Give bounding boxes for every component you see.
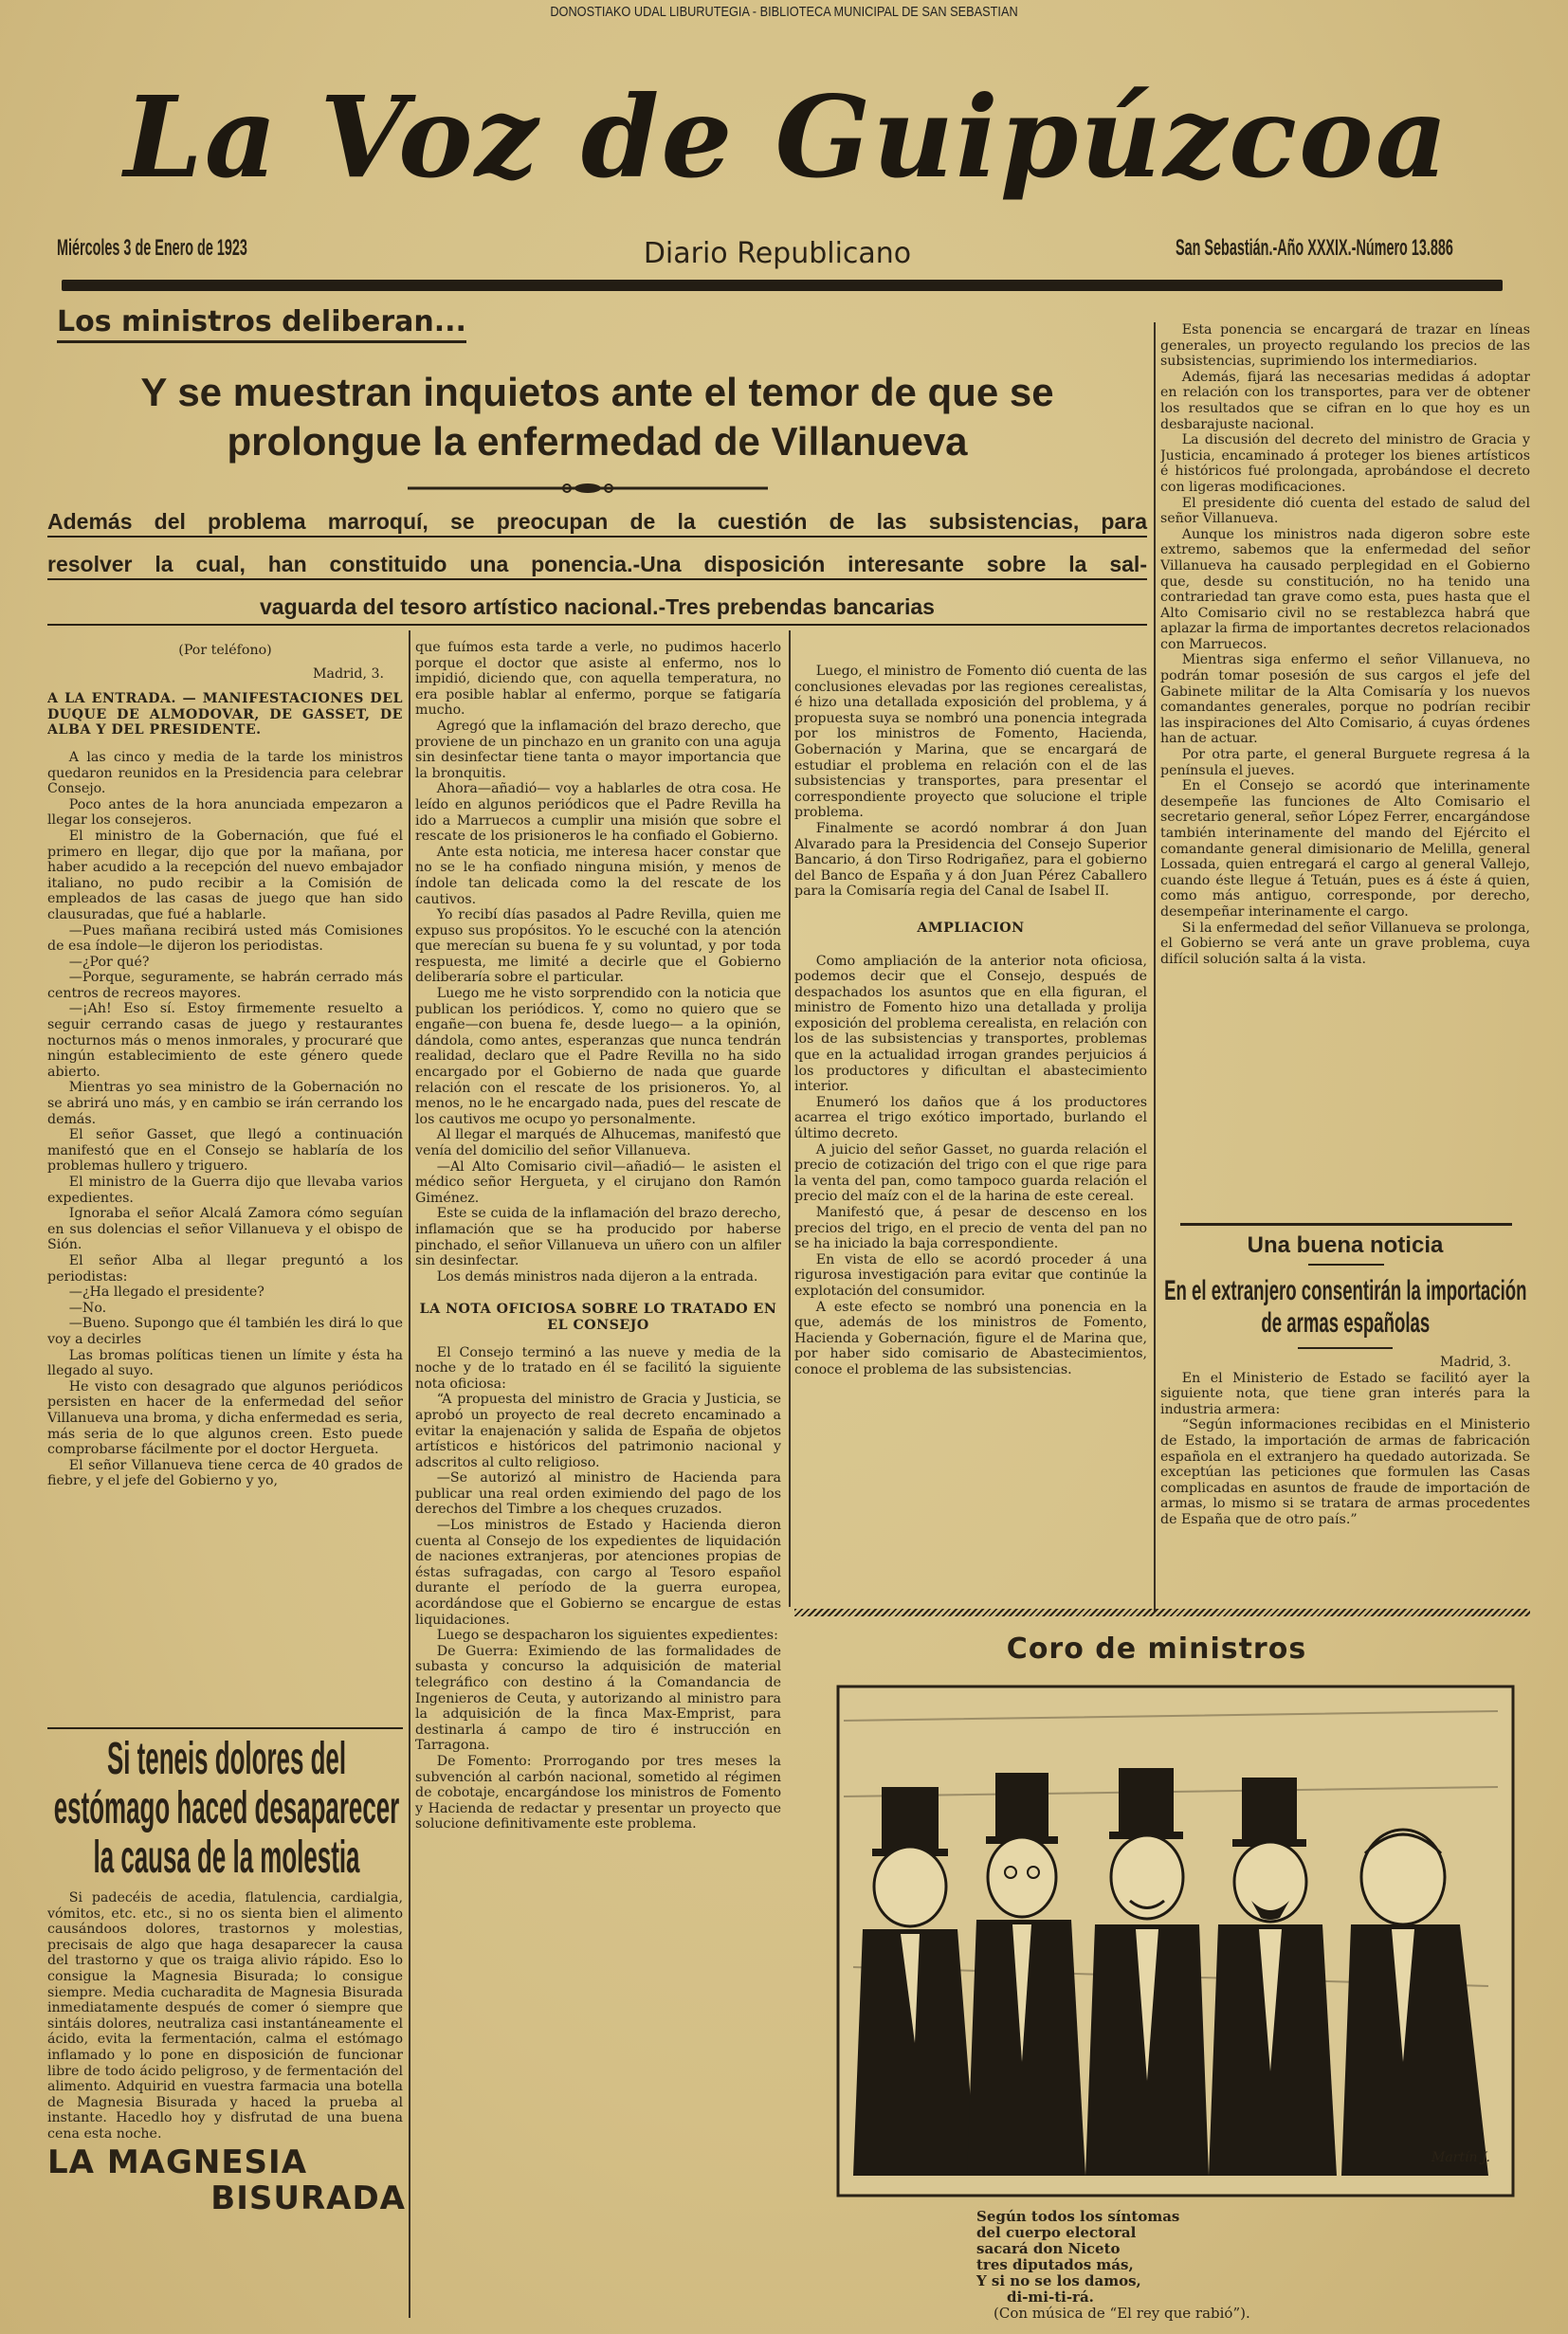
paragraph: Agregó que la inflamación del brazo derecho, que proviene de un pinchazo en un granito con una aguja sin desinfectar tiene tanta o mayor importancia que la bronquitis. [415, 718, 781, 781]
arms-kicker: Una buena noticia [1247, 1232, 1444, 1258]
paragraph: Mientras siga enfermo el señor Villanueva, no podrán tomar posesión de sus cargos el jefe del Gabinete militar de la Alta Comisaría y los nuevos comandantes generales, porque no podrían recibir las inspiraciones del Alto Comisario, á cuyas órdenes han de actuar. [1160, 652, 1530, 747]
cartoon-title: Coro de ministros [1006, 1632, 1307, 1666]
paragraph: En el Ministerio de Estado se facilitó ayer la siguiente nota, que tiene gran interés para la industria armera: [1160, 1370, 1530, 1417]
paragraph: que fuímos esta tarde a verle, no pudimos hacerlo porque el doctor que asiste al enfermo, nos lo impidió, diciendo que, con aquella temperatura, no era posible hablar al enfermo, porque se fatigaría mucho. [415, 640, 781, 719]
section-heading: A LA ENTRADA. — MANIFESTACIONES DEL DUQUE DE ALMODOVAR, DE GASSET, DE ALBA Y DEL PRESIDENTE. [47, 691, 403, 738]
paragraph: Finalmente se acordó nombrar á don Juan Alvarado para la Presidencia del Consejo Superior Bancario, á don Tirso Rodrigañez, para el gobierno del Banco de España y á don Juan Pérez Caballero para la Comisaría regia del Canal de Isabel II. [794, 820, 1147, 900]
paragraph: —Porque, seguramente, se habrán cerrado más centros de recreos mayores. [47, 970, 403, 1001]
paragraph: Poco antes de la hora anunciada empezaron a llegar los consejeros. [47, 796, 403, 829]
paragraph: “Según informaciones recibidas en el Ministerio de Estado, la importación de armas de fabricación española en el extranjero ha quedado autorizada. Se exceptúan las peticiones que formulen las Casas complicadas en asuntos de fraude de importación de armas, lo mismo si se tratara de armas procedentes de España que de otro país.” [1160, 1417, 1530, 1527]
paragraph: Luego se despacharon los siguientes expedientes: [436, 1628, 778, 1644]
paragraph: De Guerra: Eximiendo de las formalidades de subasta y concurso la adquisición de material telegráfico con destino á la Comandancia de Ingenieros de Ceuta, y autorizando al ministro para la adquisición de la finca Max-Emprist, para destinarla á campo de tiro é instrucción en Tarragona. [415, 1643, 781, 1754]
paragraph: Si la enfermedad del señor Villanueva se prolonga, el Gobierno se verá ante un grave problema, cuya difícil solución salta á la vista. [1160, 920, 1530, 967]
column-rule [1154, 322, 1156, 1612]
paragraph: A este efecto se nombró una ponencia en la que, además de los ministros de Fomento, Hacienda y Gobernación, figure el de Marina que, por haber sido comisario de Abastecimientos, conoce el problema de las subsistencias. [794, 1299, 1147, 1377]
ad-brand-line-1: LA MAGNESIA [47, 2143, 308, 2181]
paragraph: He visto con desagrado que algunos periódicos persisten en hacer de la enfermedad del señor Villanueva una broma, y dicha enfermedad es seria, más seria de lo que algunos creen. Esto puede comprobarse fácilmente por el doctor Hergueta. [47, 1378, 403, 1458]
paragraph: Luego, el ministro de Fomento dió cuenta de las conclusiones elevadas por las regiones cerealistas, é hizo una detallada exposición del problema, y á propuesta suya se nombró una ponencia integrada por los ministros de Fomento, Hacienda, Gobernación y Marina, que se encargará de estudiar el problema en relación con el de las subsistencias y transportes, para presentar el correspondiente proyecto que solucione el triple problema. [794, 664, 1147, 821]
paragraph: De Fomento: Prorrogando por tres meses la subvención al carbón nacional, sometido al régimen de cobotaje, encargándose los ministros de Fomento y Hacienda de redactar y presentar un proyecto que solucione definitivamente este problema. [415, 1753, 781, 1833]
issue-number: San Sebastián.-Año XXXIX.-Número 13.886 [1176, 235, 1453, 261]
subhead-line-1: Además del problema marroquí, se preocupan de la cuestión de las subsistencias, para [47, 507, 1147, 538]
ad-brand-line-2: BISURADA [210, 2179, 406, 2217]
paragraph: Esta ponencia se encargará de trazar en líneas generales, un proyecto regulando los precios de las subsistencias, suprimiendo los intermediarios. [1160, 322, 1530, 370]
paragraph-list [415, 1345, 781, 1833]
paragraph-list [1160, 322, 1530, 967]
paragraph: “A propuesta del ministro de Gracia y Justicia, se aprobó un proyecto de real decreto encaminado a evitar la enajenación y salida de España de objetos artísticos e históricos del patrimonio nacional y adscritos al culto religioso. [415, 1392, 781, 1470]
paragraph: Aunque los ministros nada digeron sobre este extremo, sabemos que la enfermedad del señor Villanueva ha causado perplegidad en el Gobierno que, desde su constitución, no ha tenido una contrariedad tan grave como esta, pues hasta que el Alto Comisario civil no se restablezca habrá que aplazar la firma de importantes decretos relacionados con Marruecos. [1160, 526, 1530, 652]
section-heading: AMPLIACION [917, 920, 1025, 936]
ad-body: Si padecéis de acedia, flatulencia, cardialgia, vómitos, etc. etc., si no os sienta bien el alimento causándoos dolores, trastornos y molestias, precisais de algo que haga desaparecer la causa del trastorno y que os traiga alivio rápido. Eso lo consigue la Magnesia Bisurada; lo consigue siempre. Media cucharadita de Magnesia Bisurada inmediatamente después de comer ó siempre que sintáis dolores, neutraliza casi instantáneamente el ácido, evita la fermentación, calma el estómago inflamado y lo pone en disposición de funcionar libre de todo ácido peligroso, y de fermentación del alimento. Adquirid en vuestra farmacia una botella de Magnesia Bisurada y haced la prueba al instante. Hacedlo hoy y disfrutad de una buena cena esta noche. [47, 1890, 403, 2142]
paragraph: Al llegar el marqués de Alhucemas, manifestó que venía del domicilio del señor Villanueva. [415, 1127, 781, 1158]
paragraph: —Los ministros de Estado y Hacienda dieron cuenta al Consejo de los expedientes de liquidación de naciones extranjeras, por atenciones propias de éstas sufragadas, con cargo al Tesoro español durante el período de la guerra europea, acordándose que el Gobierno se encargue de estas liquidaciones. [415, 1518, 781, 1628]
paragraph: Por otra parte, el general Burguete regresa á la península el jueves. [1160, 747, 1530, 778]
paragraph: El señor Villanueva tiene cerca de 40 grados de fiebre, y el jefe del Gobierno y yo, [47, 1457, 403, 1489]
wavy-divider [794, 1609, 1530, 1616]
ornament-divider [408, 482, 768, 495]
dateline: Madrid, 3. [312, 666, 384, 682]
arms-article [1160, 1275, 1530, 1528]
paragraph: Ahora—añadió— voy a hablarles de otra cosa. He leído en algunos periódicos que el Padre Revilla ha ido a Marruecos a cumplir una misión que sobre el rescate de los prisioneros le ha confiado el Gobierno. [415, 781, 781, 845]
paragraph: —Pues mañana recibirá usted más Comisiones de esa índole—le dijeron los periodistas. [47, 922, 403, 955]
advertisement [47, 1735, 406, 2216]
ad-headline: Si teneis dolores del estómago haced desaparecer la causa de la molestia [53, 1734, 400, 1883]
headline-rule [1298, 1347, 1393, 1349]
paragraph: Manifestó que, á pesar de descenso en los precios del trigo, en el precio de venta del pan no se ha iniciado la baja correspondiente. [794, 1205, 1147, 1252]
article-divider [1180, 1223, 1512, 1226]
paragraph: El ministro de la Gobernación, que fué el primero en llegar, dijo que por la mañana, por haber acudido a la recepción del nuevo embajador italiano, no pudo recibir a la Comisión de empleados de las casas de juego que han sido clausuradas, que fué a hablarle. [47, 828, 403, 922]
paragraph: A juicio del señor Gasset, no guarda relación el precio de cotización del trigo con el que rige para la venta del pan, como tampoco guarda relación el precio del maíz con el de la harina de este cereal. [794, 1141, 1147, 1205]
paragraph: Luego me he visto sorprendido con la noticia que publican los periódicos. Y, como no quiero que se engañe—con buena fe, desde luego— a la opinión, dándola, como antes, esperanzas que nunca tendrán realidad, declaro que el Padre Revilla no ha sido encargado por el Gobierno de nada que guarde relación con el rescate de los prisioneros. Yo, al menos, no le he encargado nada, pues del rescate de los cautivos me ocupo yo personalmente. [415, 986, 781, 1127]
ad-rule [47, 1727, 403, 1729]
paragraph: —¿Por qué? [68, 954, 150, 970]
source-note: (Por teléfono) [178, 643, 272, 658]
section-heading: LA NOTA OFICIOSA SOBRE LO TRATADO EN EL CONSEJO [419, 1302, 777, 1333]
paragraph-list [47, 750, 403, 1489]
issue-date: Miércoles 3 de Enero de 1923 [57, 235, 247, 261]
cartoon-verse [976, 2209, 1250, 2322]
newspaper-motto: Diario Republicano [643, 237, 912, 270]
paragraph: El Consejo terminó a las nueve y media de la noche y de lo tratado en él se facilitó la siguiente nota oficiosa: [415, 1344, 781, 1392]
verse-line: sacará don Niceto [976, 2240, 1121, 2257]
paragraph: —Al Alto Comisario civil—añadió— le asisten el médico señor Hergueta, y el cirujano don Ramón Giménez. [415, 1158, 781, 1206]
paragraph: El señor Gasset, que llegó a continuación manifestó que en el Consejo se hablaría de los problemas hullero y triguero. [47, 1127, 403, 1175]
paragraph-list [794, 664, 1147, 900]
paragraph: Este se cuida de la inflamación del brazo derecho, inflamación que se ha producido por haberse pinchado, el señor Villanueva un uñero con un alfiler sin desinfectar. [415, 1206, 781, 1269]
newspaper-title: La Voz de Guipúzcoa [123, 71, 1450, 203]
paragraph: En el Consejo se acordó que interinamente desempeñe las funciones de Alto Comisario el secretario general, señor López Ferrer, encargándose también interinamente del mando del Ejército el comandante general dimisionario de Melilla, general Lossada, quien entregará el cargo al general Vallejo, cuando éste llegue á Tetuán, pues es á éste á quien, como más antiguo, corresponde, por derecho, desempeñar interinamente el cargo. [1160, 778, 1530, 920]
dateline: Madrid, 3. [1439, 1355, 1511, 1370]
archive-watermark: DONOSTIAKO UDAL LIBURUTEGIA - BIBLIOTECA MUNICIPAL DE SAN SEBASTIAN [550, 4, 1018, 20]
paragraph: La discusión del decreto del ministro de Gracia y Justicia, encaminado á proteger los bienes artísticos é históricos fué prolongada, aprobándose el decreto con ligeras modificaciones. [1160, 432, 1530, 495]
paragraph: Enumeró los daños que á los productores acarrea el trigo exótico importado, burlando el último decreto. [794, 1094, 1147, 1142]
subhead-line-2: resolver la cual, han constituido una ponencia.-Una disposición interesante sobre la sal- [47, 550, 1147, 580]
main-kicker: Los ministros deliberan... [57, 305, 466, 343]
paragraph: Los demás ministros nada dijeron a la entrada. [436, 1268, 758, 1285]
verse-line: Y si no se los damos, [976, 2272, 1141, 2289]
paragraph: A las cinco y media de la tarde los ministros quedaron reunidos en la Presidencia para celebrar Consejo. [47, 749, 403, 797]
cartoon-illustration [834, 1683, 1517, 2199]
paragraph: —¡Ah! Eso sí. Estoy firmemente resuelto a seguir cerrando casas de juego y restaurantes nocturnos más o menos inmorales, y procuraré que ningún establecimiento de este género quede abierto. [47, 1001, 403, 1080]
paragraph: Como ampliación de la anterior nota oficiosa, podemos decir que el Consejo, después de despachados los asuntos que en ella figuran, el ministro de Fomento hizo una detallada y prolija exposición del problema cerealista, en relación con los de las subsistencias y transportes, problemas que en la actualidad irrogan grandes perjuicios á los productores y dificultan el abastecimiento interior. [794, 953, 1147, 1095]
kicker-rule [1308, 1264, 1384, 1266]
paragraph: El señor Alba al llegar preguntó a los periodistas: [47, 1252, 403, 1285]
headline-rule [47, 624, 1147, 626]
article-column-1 [47, 643, 403, 1709]
main-headline: Y se muestran inquietos ante el temor de que se prolongue la enfermedad de Villanueva [140, 370, 1054, 464]
cartoon-note: (Con música de “El rey que rabió”). [994, 2305, 1250, 2322]
cartoon-signature: Martín J. [1431, 2150, 1490, 2165]
paragraph-list [1160, 1371, 1530, 1528]
verse-line: del cuerpo electoral [976, 2224, 1137, 2241]
column-rule [409, 630, 410, 2318]
paragraph-list [794, 954, 1147, 1378]
paragraph: Ignoraba el señor Alcalá Zamora cómo seguían en sus dolencias el señor Villanueva y el obispo de Sión. [47, 1206, 403, 1253]
paragraph: Ante esta noticia, me interesa hacer constar que no se le ha confiado ninguna misión, y menos de índole tan delicada como la del rescate de los cautivos. [415, 844, 781, 907]
arms-headline: En el extranjero consentirán la importación de armas españolas [1164, 1275, 1527, 1339]
article-column-2 [415, 640, 781, 2318]
paragraph-list [415, 640, 781, 1285]
paragraph: Además, fijará las necesarias medidas á adoptar en relación con los transportes, para ver de obtener los resultados que se cifran en lo que hoy es un desbarajuste nacional. [1160, 369, 1530, 432]
article-column-4 [1160, 322, 1530, 1218]
paragraph: —No. [68, 1300, 107, 1316]
verse-line: di-mi-ti-rá. [1007, 2288, 1094, 2306]
paragraph: —Se autorizó al ministro de Hacienda para publicar una real orden eximiendo del pago de los derechos del Timbre a los cheques cruzados. [415, 1470, 781, 1518]
paragraph: El presidente dió cuenta del estado de salud del señor Villanueva. [1160, 495, 1530, 527]
verse-line: Según todos los síntomas [976, 2208, 1180, 2225]
article-column-3 [794, 664, 1147, 1602]
verse-line: tres diputados más, [976, 2256, 1134, 2273]
column-rule [789, 630, 791, 1607]
paragraph: —¿Ha llegado el presidente? [68, 1285, 264, 1301]
paragraph: El ministro de la Guerra dijo que llevaba varios expedientes. [47, 1175, 403, 1206]
paragraph: Las bromas políticas tienen un límite y ésta ha llegado al suyo. [47, 1347, 403, 1379]
subhead-line-3: vaguarda del tesoro artístico nacional.-Tres prebendas bancarias [260, 594, 935, 619]
paragraph: En vista de ello se acordó proceder á una rigurosa investigación para evitar que continúe la explotación del consumidor. [794, 1251, 1147, 1299]
paragraph: Yo recibí días pasados al Padre Revilla, quien me expuso sus propósitos. Yo le escuché con la atención que merecían su buena fe y su voluntad, y por toda respuesta, me limité a decirle que el Gobierno deliberaría sobre el particular. [415, 907, 781, 986]
paragraph: —Bueno. Supongo que él también les dirá lo que voy a decirles [47, 1316, 403, 1347]
paragraph: Mientras yo sea ministro de la Gobernación no se abrirá uno más, y en cambio se irán cerrando los demás. [47, 1080, 403, 1127]
masthead-rule [62, 280, 1503, 291]
